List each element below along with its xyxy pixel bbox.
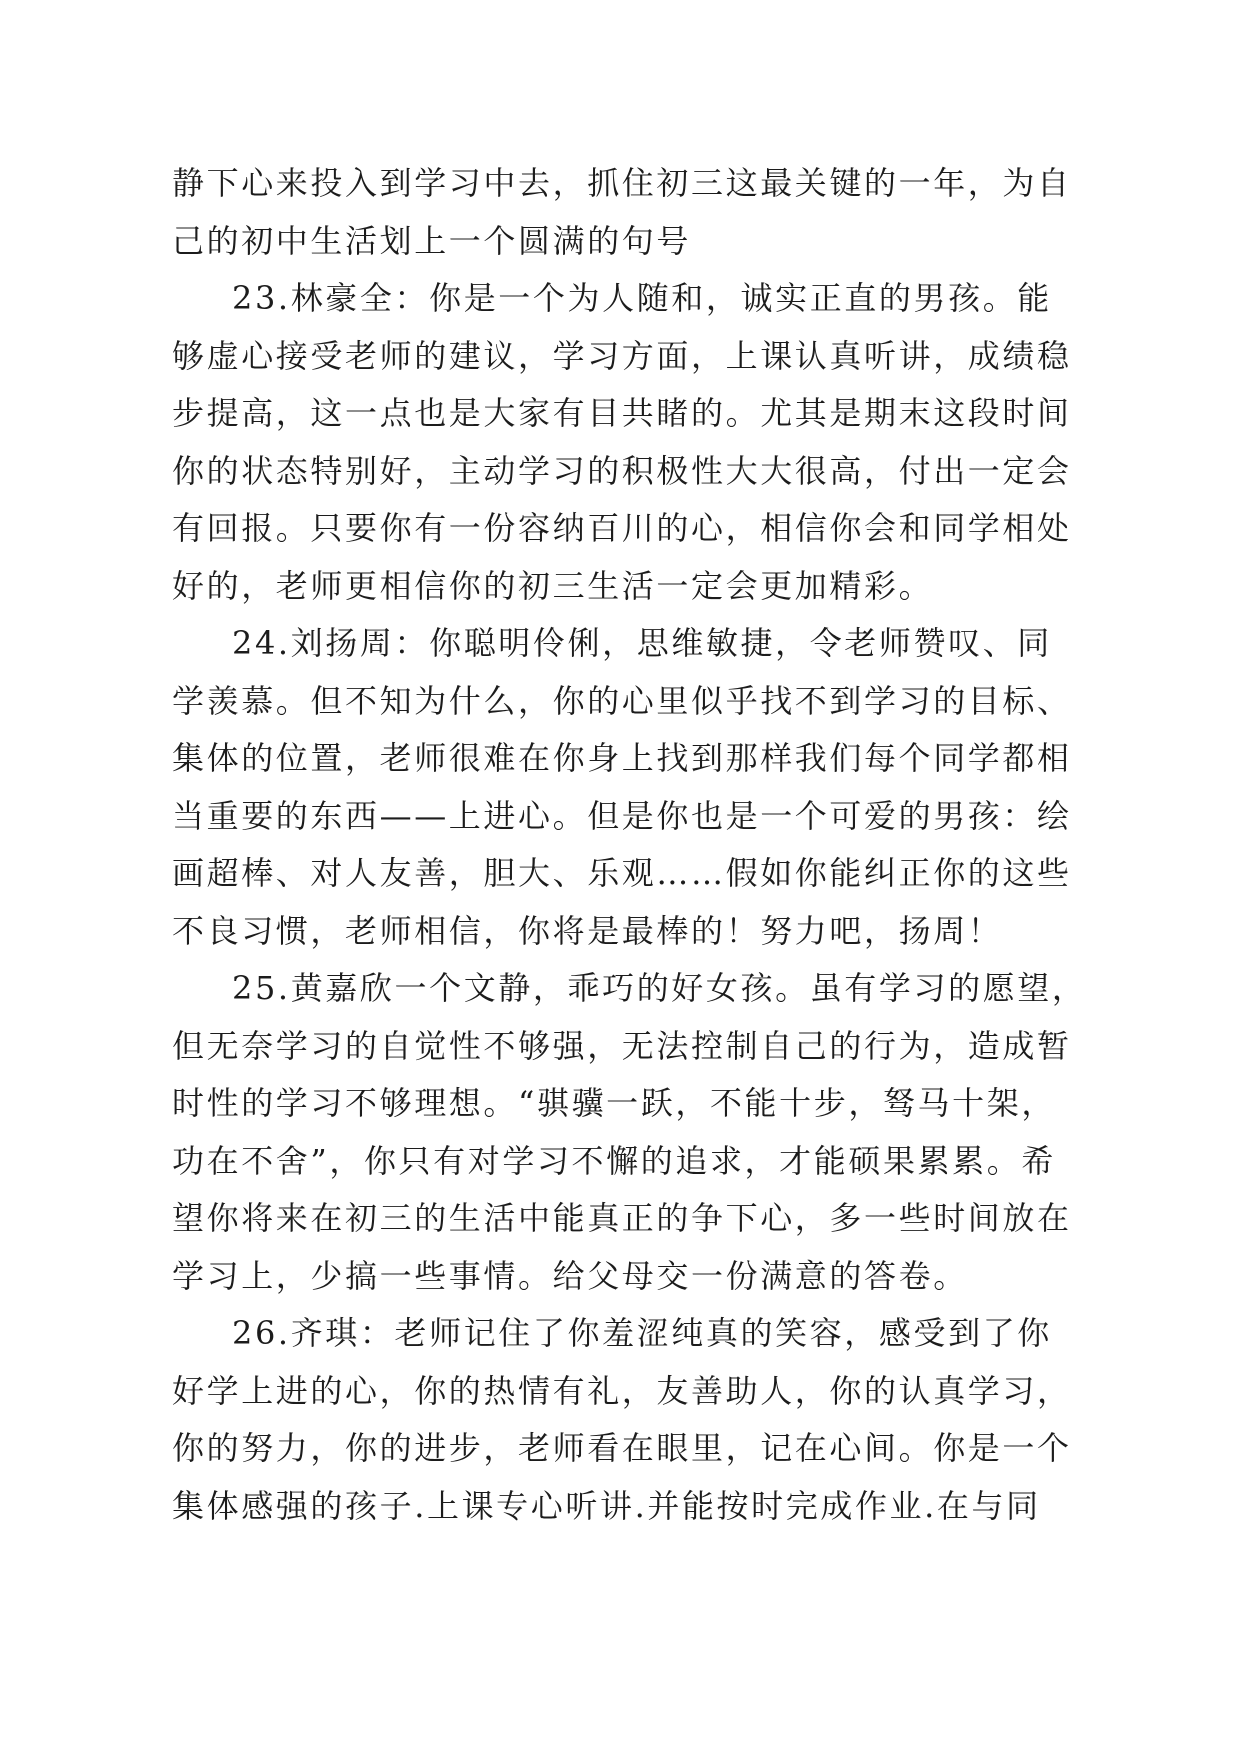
paragraph-continuation [172, 155, 1172, 270]
paragraph-line: 集体的位置，老师很难在你身上找到那样我们每个同学都相 [172, 739, 1072, 777]
paragraph-line: 有回报。只要你有一份容纳百川的心，相信你会和同学相处 [172, 509, 1072, 547]
paragraph-first-line: 23.林豪全：你是一个为人随和，诚实正直的男孩。能 [232, 279, 1052, 317]
paragraph-line: 学习上，少搞一些事情。给父母交一份满意的答卷。 [172, 1256, 968, 1295]
paragraph-line: 好学上进的心，你的热情有礼，友善助人，你的认真学习， [172, 1371, 1072, 1410]
paragraph-line: 步提高，这一点也是大家有目共睹的。尤其是期末这段时间 [172, 394, 1072, 432]
paragraph-line: 但无奈学习的自觉性不够强，无法控制自己的行为，造成暂 [172, 1026, 1072, 1065]
student-comment-23 [172, 270, 1172, 615]
paragraph-line: 好的，老师更相信你的初三生活一定会更加精彩。 [172, 566, 934, 605]
paragraph-first-line: 24.刘扬周：你聪明伶俐，思维敏捷，令老师赞叹、同 [232, 624, 1052, 662]
paragraph-line: 学羡慕。但不知为什么，你的心里似乎找不到学习的目标、 [172, 681, 1072, 720]
paragraph-line: 当重要的东西——上进心。但是你也是一个可爱的男孩：绘 [172, 796, 1072, 835]
paragraph-line: 不良习惯，老师相信，你将是最棒的！努力吧，扬周！ [172, 911, 1003, 950]
paragraph-line: 够虚心接受老师的建议，学习方面，上课认真听讲，成绩稳 [172, 336, 1072, 375]
paragraph-first-line: 25.黄嘉欣一个文静，乖巧的好女孩。虽有学习的愿望， [232, 969, 1087, 1007]
paragraph-line: 己的初中生活划上一个圆满的句号 [172, 221, 692, 260]
document-body [172, 155, 1172, 1535]
paragraph-line: 你的状态特别好，主动学习的积极性大大很高，付出一定会 [172, 451, 1072, 490]
paragraph-line: 你的努力，你的进步，老师看在眼里，记在心间。你是一个 [172, 1429, 1072, 1467]
paragraph-line: 功在不舍”，你只有对学习不懈的追求，才能硕果累累。希 [172, 1141, 1056, 1180]
paragraph-line: 望你将来在初三的生活中能真正的争下心，多一些时间放在 [172, 1199, 1072, 1237]
paragraph-line: 时性的学习不够理想。“骐骥一跃，不能十步，驽马十架， [172, 1084, 1056, 1122]
student-comment-26 [172, 1305, 1172, 1535]
paragraph-first-line: 26.齐琪：老师记住了你羞涩纯真的笑容，感受到了你 [232, 1314, 1052, 1352]
student-comment-25 [172, 960, 1172, 1305]
student-comment-24 [172, 615, 1172, 960]
paragraph-line: 画超棒、对人友善，胆大、乐观……假如你能纠正你的这些 [172, 854, 1072, 892]
paragraph-line: 静下心来投入到学习中去，抓住初三这最关键的一年，为自 [172, 164, 1072, 202]
paragraph-line: 集体感强的孩子.上课专心听讲.并能按时完成作业.在与同 [172, 1486, 1041, 1525]
